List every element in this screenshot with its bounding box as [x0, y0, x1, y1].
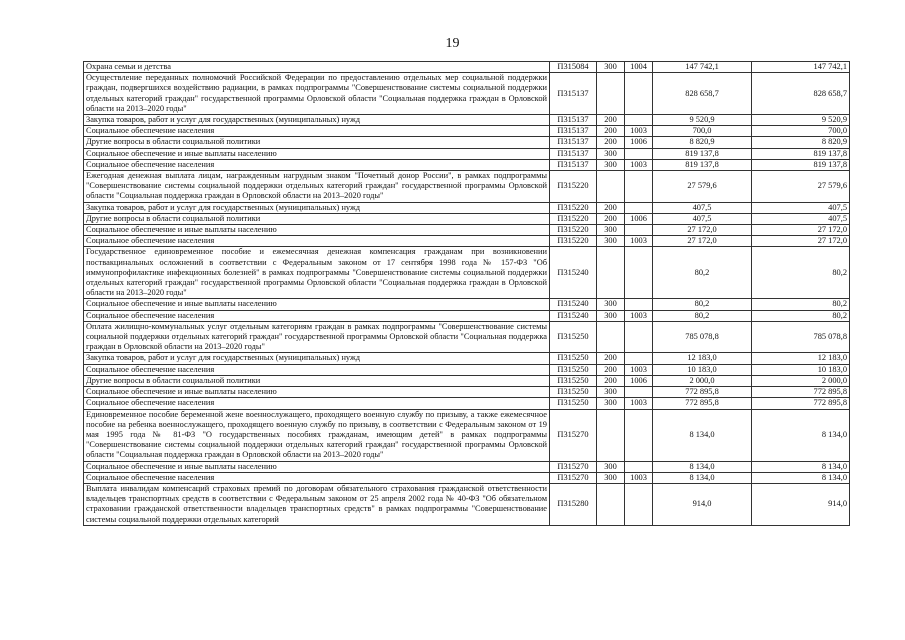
cell-amount: 9 520,9	[653, 115, 752, 126]
table-row	[84, 148, 850, 159]
cell-desc: Ежегодная денежная выплата лицам, награжденным нагрудным знаком "Почетный донор России", в рамках подпрограммы "Совершенствование системы социальной поддержки отдельных категорий граждан" государственной программы Орловской области "Социальная поддержка граждан в Орловской области на 2013–2020 годы"	[84, 171, 550, 203]
cell-vr: 200	[597, 213, 625, 224]
cell-rz	[625, 321, 653, 353]
cell-desc: Выплата инвалидам компенсаций страховых премий по договорам обязательного страхования гражданской ответственности владельцев транспортных средств в соответствии с Федеральным законом от 25 апреля 2002 года № 40-ФЗ "Об обязательном страховании гражданской ответственности владельцев транспортных средств" в рамках подпрограммы "Совершенствование системы социальной поддержки отдельных категорий	[84, 483, 550, 525]
cell-desc: Социальное обеспечение населения	[84, 126, 550, 137]
cell-amount: 8 820,9	[653, 137, 752, 148]
cell-rz: 1006	[625, 137, 653, 148]
cell-amount: 785 078,8	[653, 321, 752, 353]
cell-total: 9 520,9	[752, 115, 850, 126]
cell-amount: 27 172,0	[653, 225, 752, 236]
cell-rz	[625, 409, 653, 461]
cell-desc: Закупка товаров, работ и услуг для государственных (муниципальных) нужд	[84, 115, 550, 126]
cell-desc: Государственное единовременное пособие и ежемесячная денежная компенсация гражданам при возникновении поствакцинальных осложнений в соответствии с Федеральным законом от 17 сентября 1998 года № 157-ФЗ "Об иммунопрофилактике инфекционных болезней" в рамках подпрограммы "Совершенствование системы социальной поддержки отдельных категорий граждан" государственной программы Орловской области "Социальная поддержка граждан в Орловской области на 2013–2020 годы"	[84, 247, 550, 299]
cell-code: П315250	[550, 375, 597, 386]
cell-vr: 300	[597, 159, 625, 170]
cell-vr: 200	[597, 364, 625, 375]
cell-vr	[597, 409, 625, 461]
table-row	[84, 483, 850, 525]
cell-code: П315250	[550, 398, 597, 409]
cell-rz	[625, 353, 653, 364]
cell-rz: 1003	[625, 310, 653, 321]
cell-rz	[625, 115, 653, 126]
cell-vr: 300	[597, 472, 625, 483]
cell-desc: Социальное обеспечение населения	[84, 310, 550, 321]
cell-code: П315250	[550, 321, 597, 353]
cell-rz	[625, 483, 653, 525]
cell-rz: 1003	[625, 159, 653, 170]
cell-desc: Социальное обеспечение и иные выплаты населению	[84, 225, 550, 236]
cell-desc: Социальное обеспечение населения	[84, 236, 550, 247]
cell-desc: Закупка товаров, работ и услуг для государственных (муниципальных) нужд	[84, 202, 550, 213]
table-row	[84, 472, 850, 483]
cell-desc: Другие вопросы в области социальной политики	[84, 375, 550, 386]
cell-code: П315250	[550, 387, 597, 398]
cell-code: П315220	[550, 171, 597, 203]
cell-desc: Социальное обеспечение населения	[84, 159, 550, 170]
cell-total: 8 820,9	[752, 137, 850, 148]
table-body	[84, 62, 850, 526]
cell-vr	[597, 171, 625, 203]
cell-vr: 300	[597, 299, 625, 310]
cell-total: 828 658,7	[752, 73, 850, 115]
cell-amount: 80,2	[653, 310, 752, 321]
cell-rz	[625, 461, 653, 472]
cell-total: 147 742,1	[752, 62, 850, 73]
cell-vr: 300	[597, 225, 625, 236]
cell-code: П315137	[550, 126, 597, 137]
table-row	[84, 73, 850, 115]
cell-rz: 1004	[625, 62, 653, 73]
cell-vr: 200	[597, 375, 625, 386]
cell-desc: Социальное обеспечение населения	[84, 472, 550, 483]
cell-total: 407,5	[752, 213, 850, 224]
cell-amount: 407,5	[653, 213, 752, 224]
cell-vr	[597, 73, 625, 115]
cell-rz	[625, 148, 653, 159]
table-row	[84, 461, 850, 472]
cell-desc: Социальное обеспечение и иные выплаты населению	[84, 148, 550, 159]
cell-vr: 300	[597, 148, 625, 159]
cell-vr: 200	[597, 353, 625, 364]
table-row	[84, 213, 850, 224]
cell-desc: Социальное обеспечение населения	[84, 398, 550, 409]
page-number: 19	[445, 36, 460, 51]
cell-amount: 27 172,0	[653, 236, 752, 247]
cell-total: 8 134,0	[752, 461, 850, 472]
cell-vr: 200	[597, 126, 625, 137]
cell-rz	[625, 202, 653, 213]
cell-rz	[625, 73, 653, 115]
cell-desc: Закупка товаров, работ и услуг для государственных (муниципальных) нужд	[84, 353, 550, 364]
cell-vr: 300	[597, 461, 625, 472]
table-row	[84, 171, 850, 203]
cell-amount: 828 658,7	[653, 73, 752, 115]
table-row	[84, 364, 850, 375]
cell-amount: 772 895,8	[653, 398, 752, 409]
cell-total: 27 172,0	[752, 236, 850, 247]
cell-code: П315084	[550, 62, 597, 73]
cell-total: 772 895,8	[752, 398, 850, 409]
cell-vr: 200	[597, 137, 625, 148]
cell-code: П315270	[550, 461, 597, 472]
cell-rz: 1003	[625, 126, 653, 137]
table-row	[84, 387, 850, 398]
cell-code: П315240	[550, 299, 597, 310]
table-row	[84, 409, 850, 461]
table-row	[84, 137, 850, 148]
cell-total: 2 000,0	[752, 375, 850, 386]
cell-rz: 1003	[625, 236, 653, 247]
cell-vr	[597, 247, 625, 299]
cell-vr: 300	[597, 62, 625, 73]
table-row	[84, 375, 850, 386]
cell-desc: Социальное обеспечение населения	[84, 364, 550, 375]
cell-rz: 1003	[625, 398, 653, 409]
cell-code: П315137	[550, 137, 597, 148]
cell-vr	[597, 321, 625, 353]
table-row	[84, 202, 850, 213]
table-row	[84, 398, 850, 409]
cell-total: 8 134,0	[752, 409, 850, 461]
cell-desc: Осуществление переданных полномочий Российской Федерации по предоставлению отдельных мер социальной поддержки граждан, подвергшихся воздействию радиации, в рамках подпрограммы "Совершенствование системы социальной поддержки отдельных категорий граждан" государственной программы Орловской области "Социальная поддержка граждан в Орловской области на 2013–2020 годы"	[84, 73, 550, 115]
cell-code: П315220	[550, 236, 597, 247]
cell-vr: 200	[597, 115, 625, 126]
cell-desc: Оплата жилищно-коммунальных услуг отдельным категориям граждан в рамках подпрограммы "Совершенствование системы социальной поддержки отдельных категорий граждан" государственной программы Орловской области "Социальная поддержка граждан в Орловской области на 2013–2020 годы"	[84, 321, 550, 353]
cell-total: 27 579,6	[752, 171, 850, 203]
table-row	[84, 247, 850, 299]
cell-amount: 147 742,1	[653, 62, 752, 73]
cell-desc: Единовременное пособие беременной жене военнослужащего, проходящего военную службу по призыву, а также ежемесячное пособие на ребенка военнослужащего, проходящего военную службу по призыву, в соответствии с Федеральным законом от 19 мая 1995 года № 81-ФЗ "О государственных пособиях гражданам, имеющим детей" в рамках подпрограммы "Совершенствование системы социальной поддержки отдельных категорий граждан" государственной программы Орловской области "Социальная поддержка граждан в Орловской области на 2013–2020 годы"	[84, 409, 550, 461]
cell-code: П315220	[550, 225, 597, 236]
cell-desc: Другие вопросы в области социальной политики	[84, 213, 550, 224]
cell-amount: 10 183,0	[653, 364, 752, 375]
cell-code: П315137	[550, 115, 597, 126]
cell-rz: 1003	[625, 472, 653, 483]
cell-desc: Социальное обеспечение и иные выплаты населению	[84, 387, 550, 398]
table-row	[84, 236, 850, 247]
cell-total: 80,2	[752, 310, 850, 321]
cell-amount: 27 579,6	[653, 171, 752, 203]
table-row	[84, 115, 850, 126]
cell-amount: 80,2	[653, 299, 752, 310]
table-row	[84, 225, 850, 236]
cell-rz	[625, 171, 653, 203]
cell-rz: 1006	[625, 213, 653, 224]
cell-amount: 772 895,8	[653, 387, 752, 398]
cell-desc: Охрана семьи и детства	[84, 62, 550, 73]
cell-code: П315280	[550, 483, 597, 525]
cell-vr: 300	[597, 398, 625, 409]
cell-rz	[625, 225, 653, 236]
cell-total: 785 078,8	[752, 321, 850, 353]
cell-amount: 700,0	[653, 126, 752, 137]
table-row	[84, 321, 850, 353]
cell-total: 8 134,0	[752, 472, 850, 483]
cell-code: П315270	[550, 409, 597, 461]
cell-code: П315137	[550, 148, 597, 159]
cell-total: 80,2	[752, 247, 850, 299]
cell-vr: 200	[597, 202, 625, 213]
cell-desc: Социальное обеспечение и иные выплаты населению	[84, 299, 550, 310]
cell-code: П315250	[550, 353, 597, 364]
cell-code: П315270	[550, 472, 597, 483]
cell-total: 914,0	[752, 483, 850, 525]
cell-code: П315220	[550, 213, 597, 224]
cell-amount: 8 134,0	[653, 472, 752, 483]
cell-total: 772 895,8	[752, 387, 850, 398]
cell-amount: 8 134,0	[653, 461, 752, 472]
table-row	[84, 126, 850, 137]
cell-code: П315240	[550, 247, 597, 299]
cell-amount: 407,5	[653, 202, 752, 213]
cell-amount: 8 134,0	[653, 409, 752, 461]
cell-rz: 1003	[625, 364, 653, 375]
table-row	[84, 353, 850, 364]
cell-desc: Социальное обеспечение и иные выплаты населению	[84, 461, 550, 472]
cell-amount: 819 137,8	[653, 148, 752, 159]
cell-total: 819 137,8	[752, 159, 850, 170]
cell-total: 80,2	[752, 299, 850, 310]
cell-total: 700,0	[752, 126, 850, 137]
cell-amount: 80,2	[653, 247, 752, 299]
cell-amount: 914,0	[653, 483, 752, 525]
table-row	[84, 62, 850, 73]
cell-vr: 300	[597, 236, 625, 247]
cell-total: 12 183,0	[752, 353, 850, 364]
cell-total: 10 183,0	[752, 364, 850, 375]
cell-rz	[625, 247, 653, 299]
cell-amount: 2 000,0	[653, 375, 752, 386]
cell-desc: Другие вопросы в области социальной политики	[84, 137, 550, 148]
cell-code: П315137	[550, 159, 597, 170]
budget-table	[83, 61, 850, 526]
cell-rz: 1006	[625, 375, 653, 386]
cell-vr: 300	[597, 310, 625, 321]
cell-amount: 819 137,8	[653, 159, 752, 170]
table-row	[84, 299, 850, 310]
cell-rz	[625, 299, 653, 310]
cell-code: П315240	[550, 310, 597, 321]
cell-code: П315250	[550, 364, 597, 375]
cell-rz	[625, 387, 653, 398]
cell-amount: 12 183,0	[653, 353, 752, 364]
cell-vr: 300	[597, 387, 625, 398]
table-row	[84, 310, 850, 321]
cell-code: П315220	[550, 202, 597, 213]
cell-vr	[597, 483, 625, 525]
cell-total: 819 137,8	[752, 148, 850, 159]
cell-code: П315137	[550, 73, 597, 115]
cell-total: 407,5	[752, 202, 850, 213]
cell-total: 27 172,0	[752, 225, 850, 236]
table-row	[84, 159, 850, 170]
